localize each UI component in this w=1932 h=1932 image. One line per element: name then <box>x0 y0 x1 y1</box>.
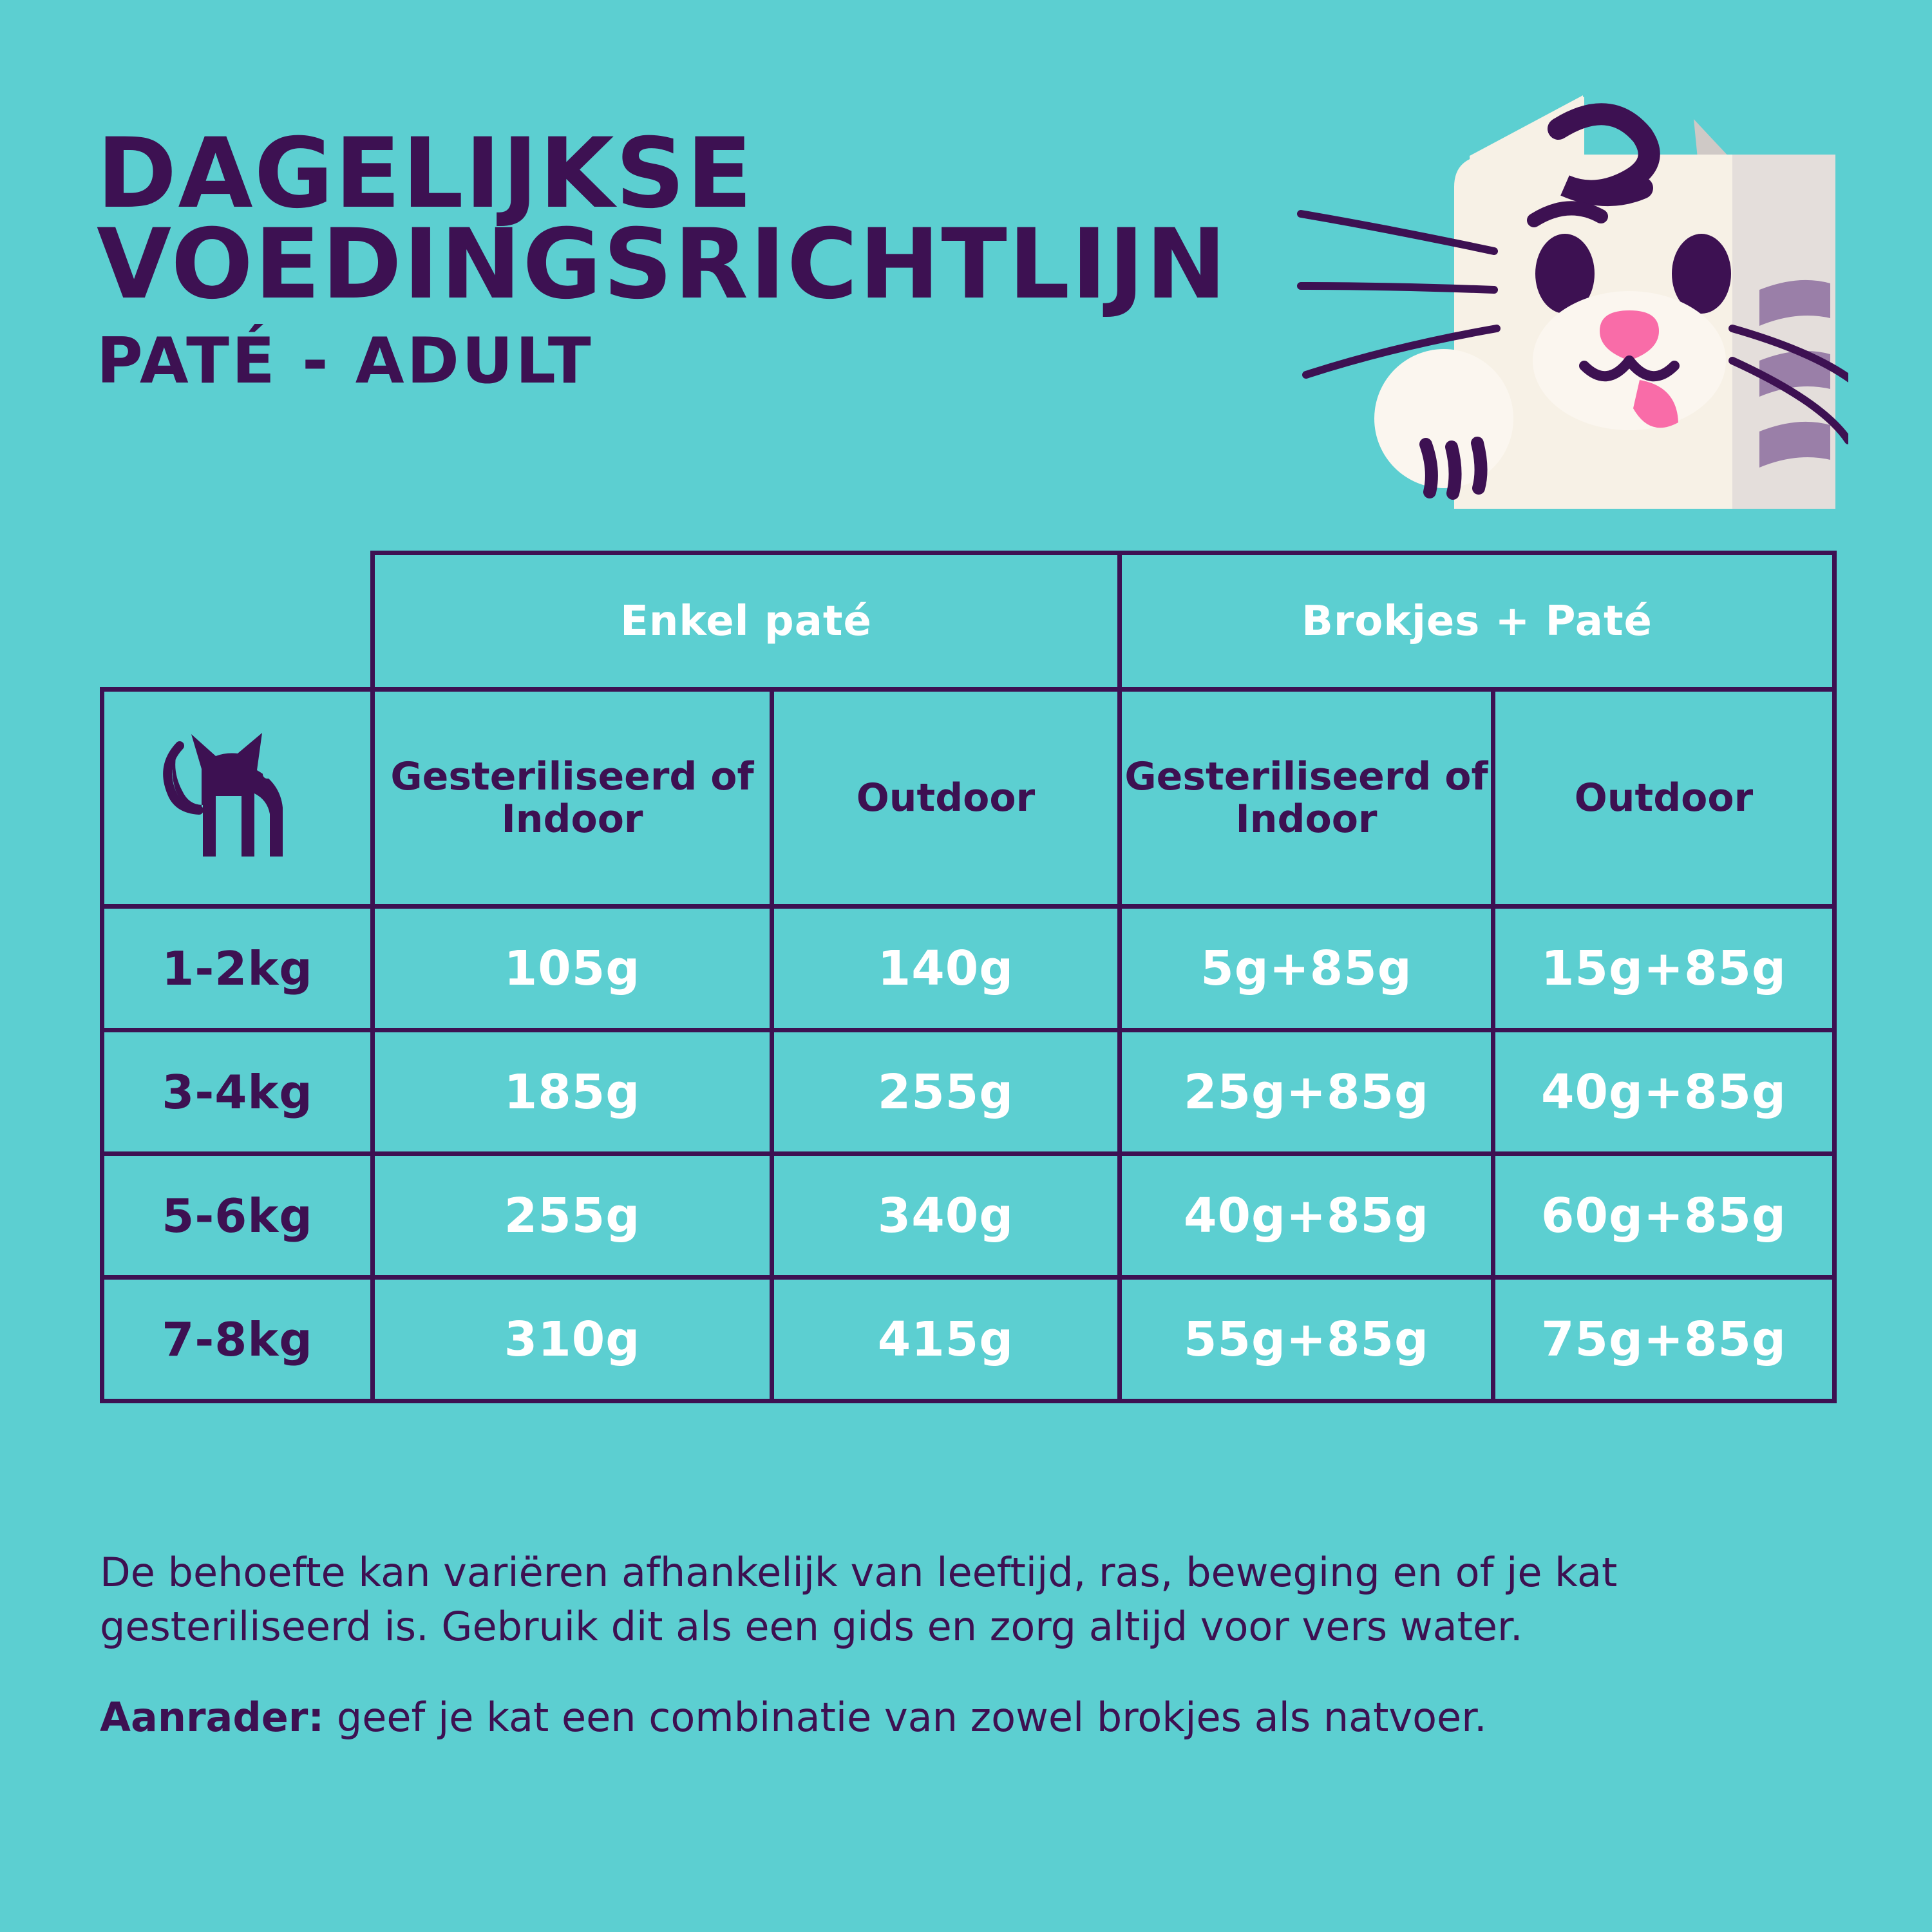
cell-value: 25g+85g <box>1120 1030 1493 1154</box>
page-title-line-1: DAGELIJKSE <box>97 118 754 230</box>
table-group-header-row <box>102 553 1835 690</box>
cell-value: 75g+85g <box>1493 1278 1835 1401</box>
cell-value: 105g <box>373 907 772 1030</box>
footnotes <box>100 1546 1806 1745</box>
sub-header-outdoor-pate: Outdoor <box>772 690 1120 907</box>
footnote-recommendation-text: geef je kat een combinatie van zowel brokjes als natvoer. <box>324 1694 1487 1741</box>
table-corner-spacer <box>102 553 373 690</box>
cell-value: 310g <box>373 1278 772 1401</box>
title-block <box>97 118 1320 398</box>
row-weight-label: 3-4kg <box>102 1030 373 1154</box>
group-header-brokjes-pate: Brokjes + Paté <box>1120 553 1835 690</box>
footnote-variability: De behoefte kan variëren afhankelijk van leeftijd, ras, beweging en of je kat gesteriliseerd is. Gebruik dit als een gids en zorg altijd voor vers water. <box>100 1549 1618 1650</box>
table-sub-header-row <box>102 690 1835 907</box>
feeding-table <box>100 551 1837 1403</box>
sub-header-outdoor-mix: Outdoor <box>1493 690 1835 907</box>
page-title-line-2: VOEDINGSRICHTLIJN <box>97 209 1228 321</box>
page-subtitle: PATÉ - ADULT <box>97 325 594 398</box>
cell-value: 40g+85g <box>1493 1030 1835 1154</box>
group-header-enkel-pate: Enkel paté <box>373 553 1120 690</box>
feeding-table-wrap <box>100 551 1832 1403</box>
cat-silhouette-icon <box>102 690 373 907</box>
cell-value: 140g <box>772 907 1120 1030</box>
cell-value: 255g <box>373 1154 772 1278</box>
cell-value: 15g+85g <box>1493 907 1835 1030</box>
cell-value: 415g <box>772 1278 1120 1401</box>
cell-value: 340g <box>772 1154 1120 1278</box>
cell-value: 5g+85g <box>1120 907 1493 1030</box>
cell-value: 55g+85g <box>1120 1278 1493 1401</box>
cell-value: 255g <box>772 1030 1120 1154</box>
sub-header-gesteriliseerd-indoor-mix: Gesteriliseerd of Indoor <box>1120 690 1493 907</box>
footnote-recommendation <box>100 1690 1806 1745</box>
footnote-recommendation-label: Aanrader: <box>100 1694 325 1741</box>
peeking-cat-illustration <box>1282 58 1848 567</box>
row-weight-label: 1-2kg <box>102 907 373 1030</box>
cell-value: 185g <box>373 1030 772 1154</box>
table-row <box>102 907 1835 1030</box>
sub-header-gesteriliseerd-indoor-pate: Gesteriliseerd of Indoor <box>373 690 772 907</box>
table-row <box>102 1278 1835 1401</box>
cell-value: 60g+85g <box>1493 1154 1835 1278</box>
cell-value: 40g+85g <box>1120 1154 1493 1278</box>
table-row <box>102 1030 1835 1154</box>
row-weight-label: 7-8kg <box>102 1278 373 1401</box>
table-row <box>102 1154 1835 1278</box>
row-weight-label: 5-6kg <box>102 1154 373 1278</box>
